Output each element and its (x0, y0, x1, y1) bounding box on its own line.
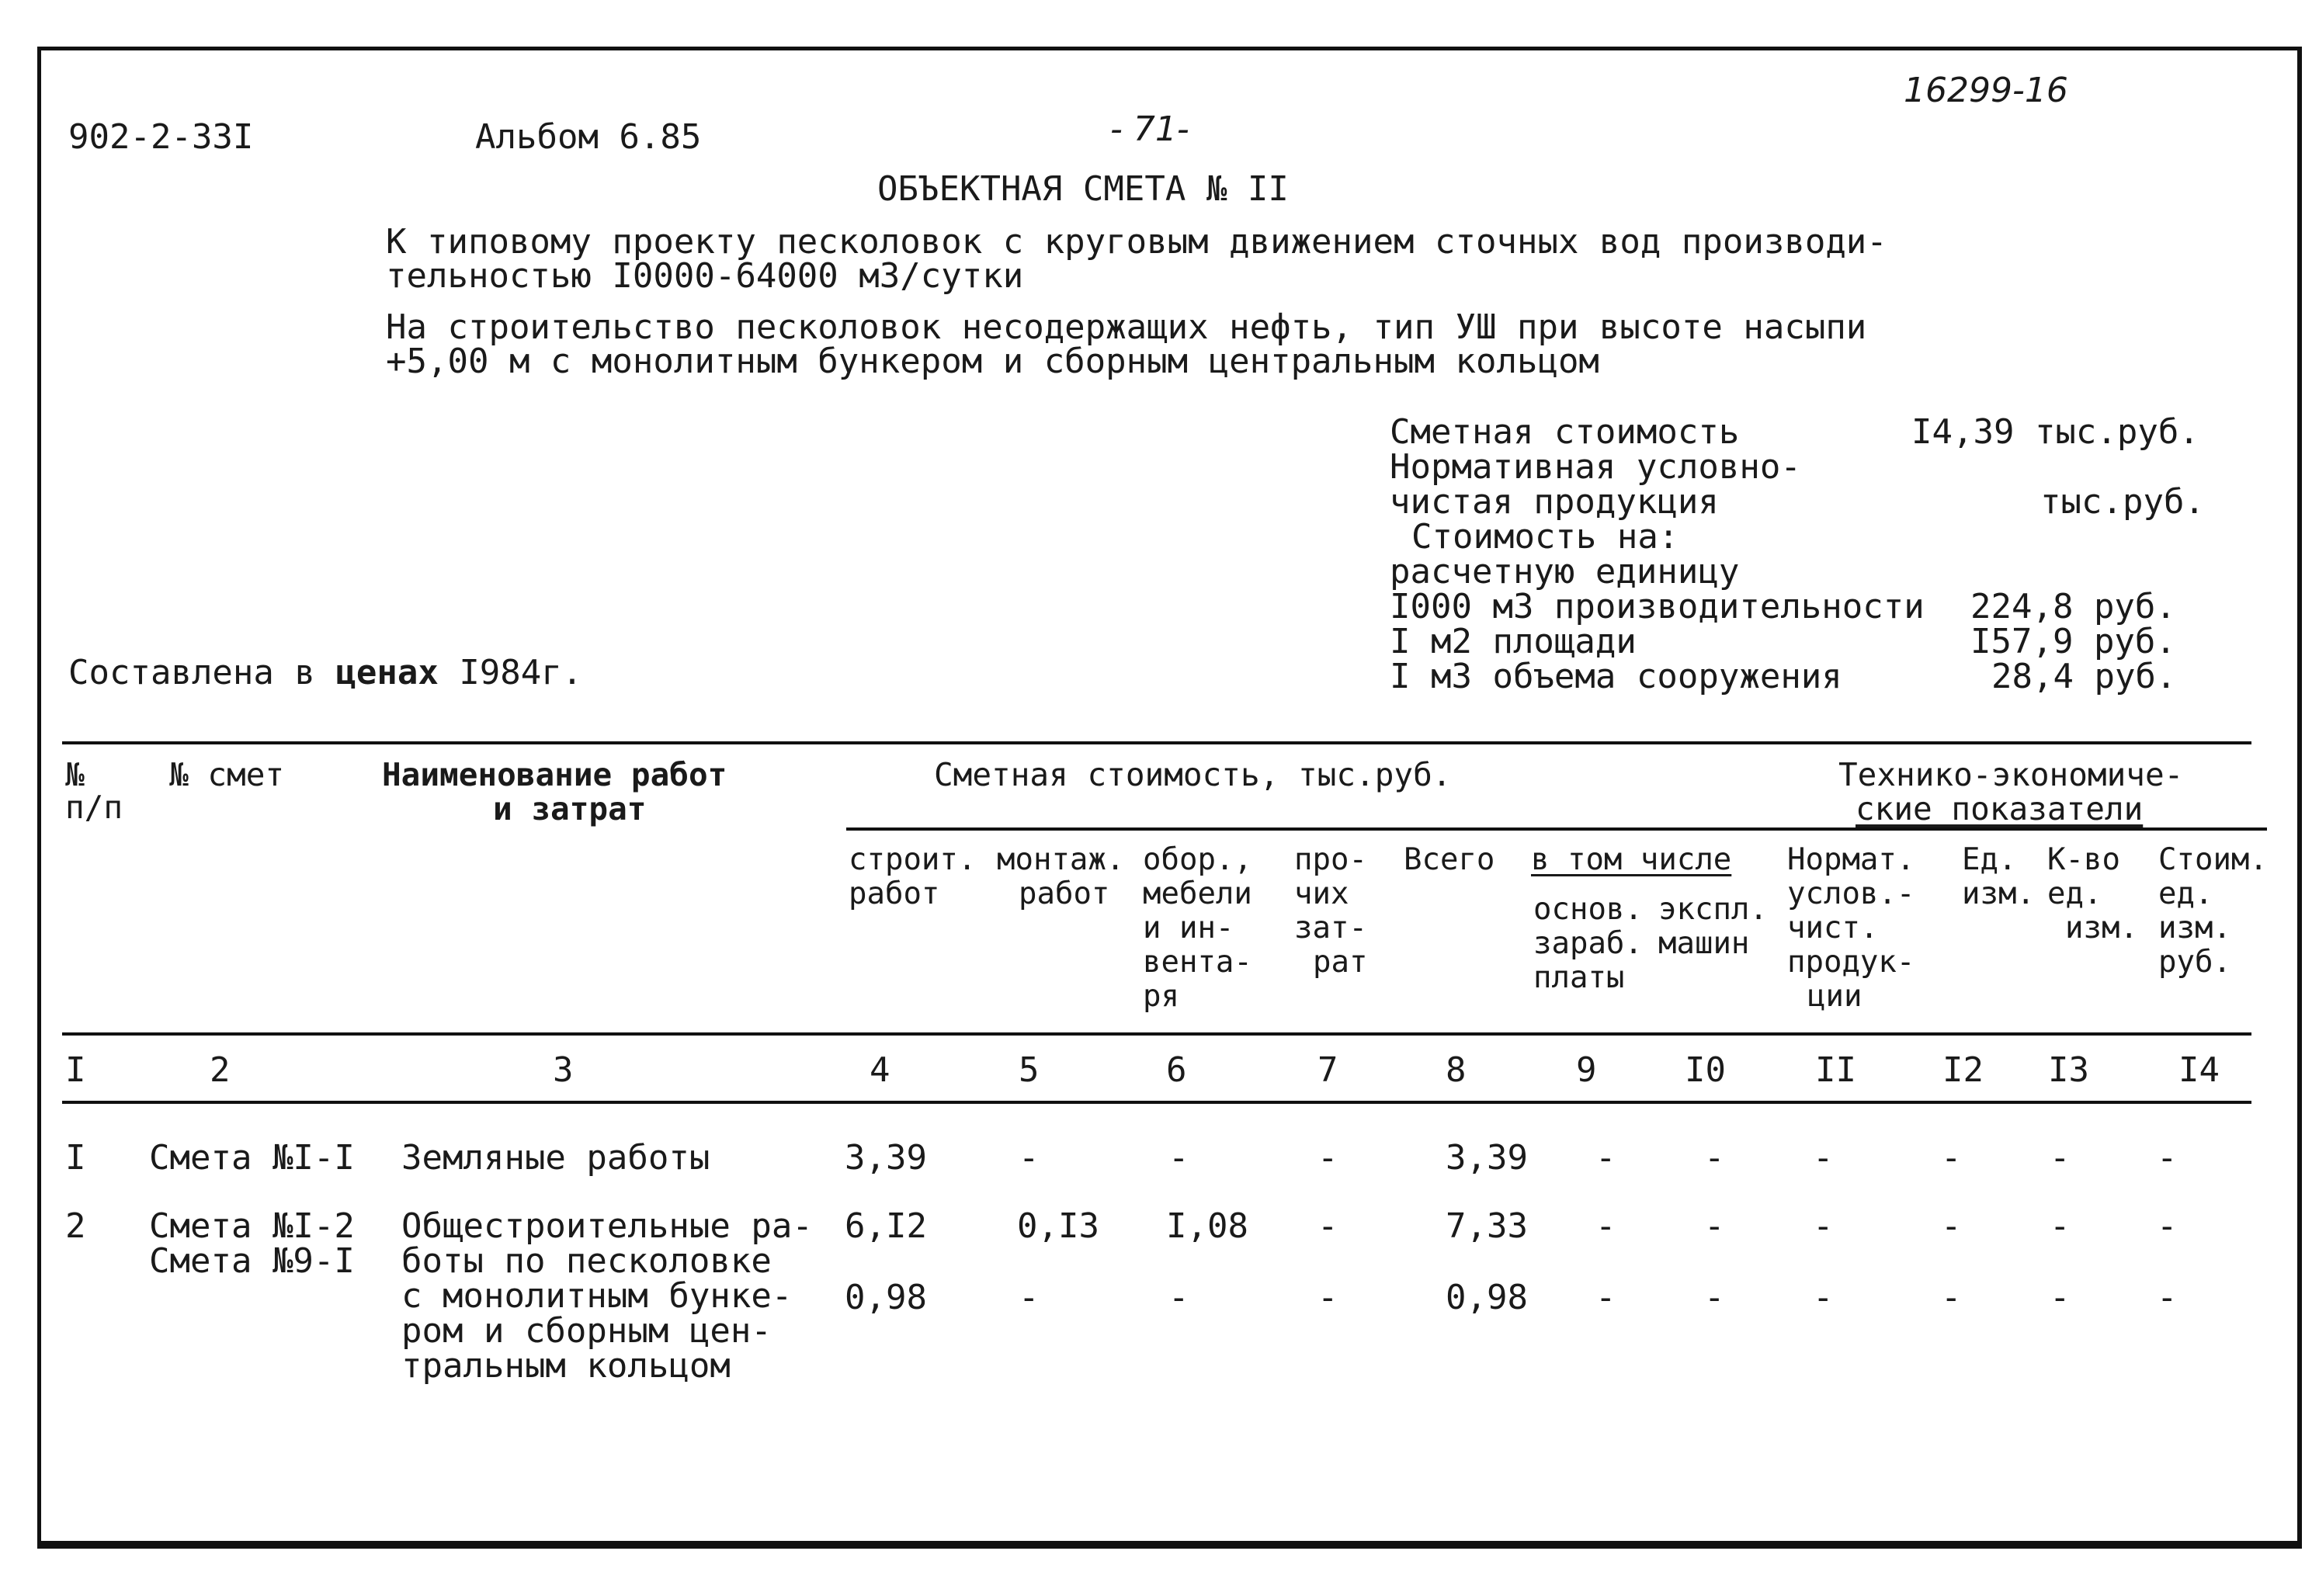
row2a-kvo: - (2050, 1206, 2071, 1246)
row2-name-3: с монолитным бунке- (401, 1276, 793, 1316)
hdr-obor-5: ря (1143, 979, 1179, 1014)
row2b-stroit: 0,98 (845, 1278, 927, 1317)
album-label: Альбом 6.85 (475, 117, 702, 157)
hdr-obor-4: вента- (1143, 945, 1252, 980)
hdr-stoim-3: изм. (2158, 911, 2231, 945)
handwritten-stamp: 16299-16 (1904, 71, 2068, 110)
colnum-9: 9 (1576, 1050, 1597, 1090)
row2a-normat: - (1813, 1206, 1834, 1246)
row2a-stoim: - (2157, 1206, 2178, 1246)
hdr-ed-1: Ед. (1962, 842, 2017, 877)
row2a-osnov: - (1595, 1206, 1616, 1246)
hdr-normat-3: чист. (1787, 911, 1879, 945)
hdr-ekspl-2: машин (1658, 926, 1750, 961)
hdr-montazh-2: работ (1019, 876, 1110, 911)
subtitle-line-2: тельностью I0000-64000 м3/сутки (386, 256, 1024, 296)
colnum-3: 3 (553, 1050, 574, 1090)
row2-smeta-2: Смета №9-I (149, 1241, 355, 1281)
colnum-14: I4 (2178, 1050, 2220, 1090)
row2b-ekspl: - (1704, 1278, 1725, 1317)
hdr-normat-4: продук- (1787, 945, 1915, 980)
row1-osnov: - (1595, 1138, 1616, 1178)
subtitle-line-1: К типовому проекту песколовок с круговым движением сточных вод производи- (386, 222, 1887, 262)
per-m3-value: 28,4 руб. (1991, 657, 2177, 696)
hdr-ekspl-1: экспл. (1658, 892, 1768, 927)
colnum-13: I3 (2048, 1050, 2089, 1090)
hdr-vsego: Всего (1404, 842, 1495, 877)
hdr-stoim-2: ед. (2158, 876, 2213, 911)
row1-obor: - (1168, 1138, 1189, 1178)
colnum-2: 2 (210, 1050, 231, 1090)
hdr-osnov-1: основ. (1533, 892, 1643, 927)
hdr-num-2: п/п (65, 789, 123, 826)
hdr-num-1: № (65, 756, 85, 793)
hdr-ed-2: изм. (1962, 876, 2035, 911)
row1-proch: - (1317, 1138, 1338, 1178)
hdr-osnov-3: платы (1533, 960, 1625, 995)
row1-stoim: - (2157, 1138, 2178, 1178)
per-m3-label: I м3 объема сооружения (1390, 657, 1842, 696)
row2b-stoim: - (2157, 1278, 2178, 1317)
hdr-obor-2: мебели (1143, 876, 1252, 911)
hdr-kvo-1: К-во (2047, 842, 2120, 877)
colnum-12: I2 (1942, 1050, 1984, 1090)
hdr-stroit-2: работ (849, 876, 940, 911)
hdr-stoim-1: Стоим. (2158, 842, 2268, 877)
document-title: ОБЪЕКТНАЯ СМЕТА № II (877, 169, 1289, 209)
row1-kvo: - (2050, 1138, 2071, 1178)
colnum-4: 4 (870, 1050, 890, 1090)
row2b-kvo: - (2050, 1278, 2071, 1317)
hdr-montazh-1: монтаж. (997, 842, 1125, 877)
per-1000-label: I000 м3 производительности (1390, 587, 1925, 626)
row2-name-1: Общестроительные ра- (401, 1206, 813, 1246)
hdr-obor-3: и ин- (1143, 911, 1234, 945)
prices-note: Составлена в ценах I984г. (68, 653, 583, 692)
project-code: 902-2-33I (68, 117, 254, 157)
hdr-obor-1: обор., (1143, 842, 1252, 877)
row2b-vsego: 0,98 (1446, 1278, 1528, 1317)
row2a-vsego: 7,33 (1446, 1206, 1528, 1246)
row2-num: 2 (65, 1206, 86, 1246)
row2a-proch: - (1317, 1206, 1338, 1246)
row2b-osnov: - (1595, 1278, 1616, 1317)
row2b-proch: - (1317, 1278, 1338, 1317)
per-m2-label: I м2 площади (1390, 622, 1637, 661)
hdr-stoim-4: руб. (2158, 945, 2231, 980)
normative-label-2: чистая продукция (1390, 482, 1719, 522)
colnum-6: 6 (1166, 1050, 1187, 1090)
row1-stroit: 3,39 (845, 1138, 927, 1178)
row2-name-2: боты по песколовке (401, 1241, 772, 1281)
row2-smeta-1: Смета №I-2 (149, 1206, 355, 1246)
hdr-normat-5: ции (1807, 979, 1862, 1014)
row2b-montazh: - (1019, 1278, 1040, 1317)
row2a-obor: I,08 (1166, 1206, 1248, 1246)
row2b-normat: - (1813, 1278, 1834, 1317)
header-bottom-rule (62, 1032, 2251, 1036)
row2a-montazh: 0,I3 (1017, 1206, 1099, 1246)
hdr-normat-2: услов.- (1787, 876, 1915, 911)
per-m2-value: I57,9 руб. (1970, 622, 2176, 661)
hdr-normat-1: Нормат. (1787, 842, 1915, 877)
hdr-kvo-2: ед. (2047, 876, 2102, 911)
unit-label: расчетную единицу (1390, 552, 1740, 592)
hdr-cost-group: Сметная стоимость, тыс.руб. (934, 756, 1452, 793)
colnum-8: 8 (1446, 1050, 1467, 1090)
row2b-obor: - (1168, 1278, 1189, 1317)
purpose-line-1: На строительство песколовок несодержащих нефть, тип УШ при высоте насыпи (386, 307, 1867, 347)
table-top-rule (62, 741, 2251, 744)
row1-normat: - (1813, 1138, 1834, 1178)
colnum-5: 5 (1019, 1050, 1040, 1090)
normative-label-1: Нормативная условно- (1390, 447, 1801, 487)
purpose-line-2: +5,00 м с монолитным бункером и сборным центральным кольцом (386, 342, 1599, 381)
page-number: - 71- (1110, 109, 1189, 149)
row2-name-4: ром и сборным цен- (401, 1311, 772, 1351)
colnum-7: 7 (1317, 1050, 1338, 1090)
row1-ed: - (1941, 1138, 1962, 1178)
normative-value: тыс.руб. (2040, 482, 2205, 522)
hdr-smeta: № смет (169, 756, 285, 793)
hdr-tech-1: Технико-экономиче- (1838, 756, 2184, 793)
hdr-name-2: и затрат (493, 790, 647, 827)
row2b-ed: - (1941, 1278, 1962, 1317)
hdr-proch-4: рат (1313, 945, 1368, 980)
row1-ekspl: - (1704, 1138, 1725, 1178)
hdr-proch-1: про- (1294, 842, 1367, 877)
row1-vsego: 3,39 (1446, 1138, 1528, 1178)
row1-num: I (65, 1138, 86, 1178)
row1-montazh: - (1019, 1138, 1040, 1178)
colnum-1: I (65, 1050, 86, 1090)
colnum-10: I0 (1685, 1050, 1726, 1090)
hdr-kvo-3: изм. (2065, 911, 2138, 945)
hdr-osnov-2: зараб. (1533, 926, 1643, 961)
row2a-ed: - (1941, 1206, 1962, 1246)
per-1000-value: 224,8 руб. (1970, 587, 2176, 626)
row1-smeta: Смета №I-I (149, 1138, 355, 1178)
row1-name: Земляные работы (401, 1138, 710, 1178)
row2a-ekspl: - (1704, 1206, 1725, 1246)
row2a-stroit: 6,I2 (845, 1206, 927, 1246)
row2-name-5: тральным кольцом (401, 1346, 731, 1386)
hdr-name-1: Наименование работ (382, 756, 727, 793)
hdr-proch-3: зат- (1294, 911, 1367, 945)
cost-group-rule (846, 827, 2267, 831)
hdr-tech-2: ские показатели (1856, 790, 2144, 827)
estimated-cost-value: I4,39 тыс.руб. (1911, 412, 2199, 452)
hdr-stroit-1: строит. (849, 842, 977, 877)
estimated-cost-label: Сметная стоимость (1390, 412, 1740, 452)
hdr-proch-2: чих (1294, 876, 1349, 911)
hdr-vtom: в том числе (1531, 842, 1732, 877)
colnum-11: II (1815, 1050, 1856, 1090)
cost-per-label: Стоимость на: (1411, 517, 1679, 557)
column-numbers-rule (62, 1101, 2251, 1104)
